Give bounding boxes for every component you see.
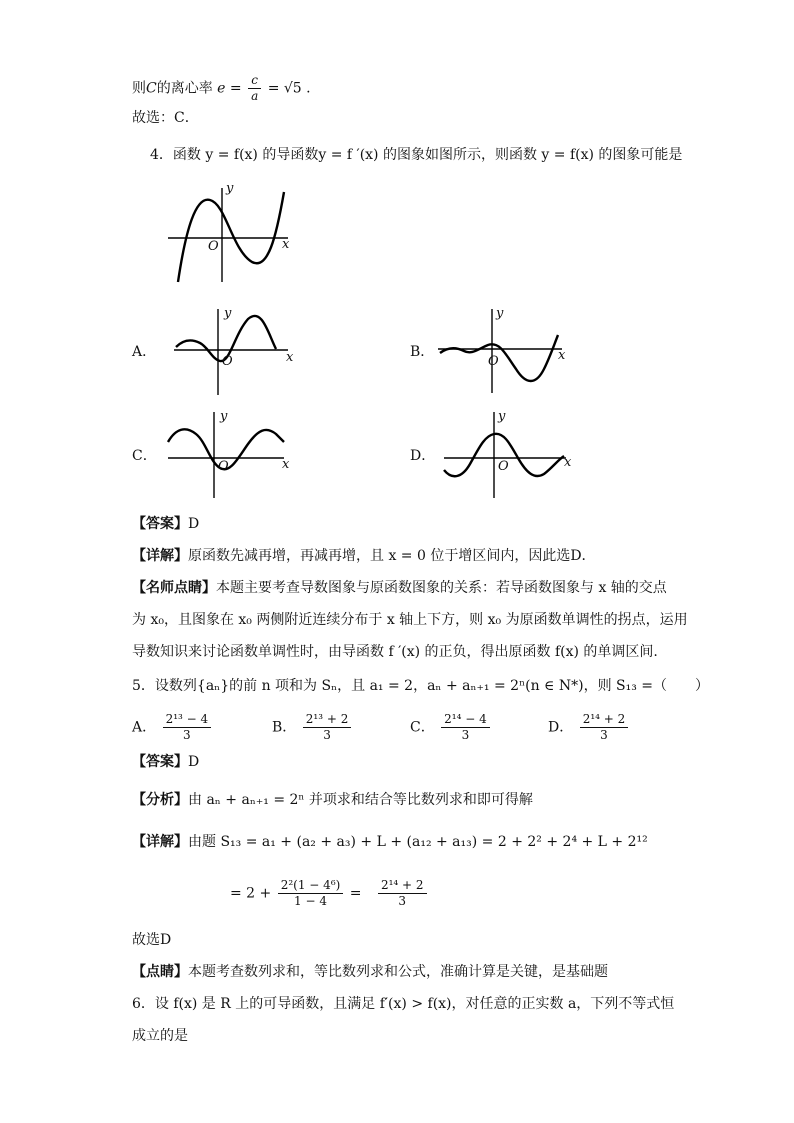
fraction-den: 3 (600, 728, 608, 742)
detail-tag: 【详解】 (132, 834, 188, 850)
answer-tag: 【答案】 (132, 516, 188, 532)
q4-answer (132, 514, 199, 534)
ecc-num: c (248, 73, 261, 89)
fraction-den: 3 (323, 728, 331, 742)
ecc-fraction (248, 73, 261, 104)
q5-answer (132, 752, 199, 772)
derivative-graph (160, 178, 300, 288)
derivative-curve (178, 192, 284, 282)
q5-detail (132, 832, 648, 852)
q4-tip-line-3: 导数知识来讨论函数单调性时，由导函数 f ′(x) 的正负，得出原函数 f(x) 的单调区间. (132, 644, 658, 660)
x-label: x (286, 350, 294, 365)
y-label: y (226, 181, 234, 196)
comment-text: 本题考查数列求和，等比数列求和公式，准确计算是关键，是基础题 (188, 964, 608, 980)
x-label: x (282, 457, 290, 472)
option-fraction (163, 712, 212, 743)
x-label: x (282, 237, 290, 252)
option-label: B． (272, 719, 297, 736)
tip-tag: 【名师点睛】 (132, 580, 216, 596)
option-label: C． (410, 719, 435, 736)
q4-detail (132, 546, 596, 566)
option-label: D． (548, 719, 574, 736)
q4-tip-line-2: 为 x₀，且图象在 x₀ 两侧附近连续分布于 x 轴上下方，则 x₀ 为原函数单调性的拐点，运用 (132, 612, 688, 628)
q4-option-a-label: A． (132, 344, 157, 360)
y-label: y (220, 409, 228, 424)
q4-option-c-graph[interactable] (162, 408, 298, 500)
ecc-rhs: = √5 . (267, 80, 311, 97)
option-label: A． (132, 719, 157, 736)
analysis-tag: 【分析】 (132, 792, 188, 808)
q5-option-a[interactable] (132, 712, 213, 743)
q4-option-b-label: B． (410, 344, 435, 360)
calc-num: 2²(1 − 4⁶) (278, 878, 344, 894)
x-label: x (564, 455, 572, 470)
ecc-text: 的离心率 (156, 80, 213, 97)
option-fraction (303, 712, 352, 743)
detail-tag: 【详解】 (132, 548, 188, 564)
q6-stem-line-2: 成立的是 (132, 1028, 188, 1044)
fraction-num: 2¹³ + 2 (303, 712, 352, 728)
q5-stem: 5．设数列{aₙ}的前 n 项和为 Sₙ，且 a₁ = 2，aₙ + aₙ₊₁ = 2ⁿ(n ∈ N*)，则 S₁₃ =（ ） (132, 678, 710, 694)
answer-value: D (188, 754, 200, 770)
q4-stem: 4．函数 y = f(x) 的导函数y = f ′(x) 的图象如图所示，则函数 y = f(x) 的图象可能是 (150, 147, 683, 163)
origin-label: O (208, 239, 219, 254)
q4-option-a-graph[interactable] (168, 305, 298, 397)
q4-option-d-graph[interactable] (440, 408, 576, 500)
comment-tag: 【点睛】 (132, 964, 188, 980)
fraction-num: 2¹⁴ + 2 (580, 712, 629, 728)
q4-option-d-label: D． (410, 448, 436, 464)
detail-text: 原函数先减再增，再减再增，且 x = 0 位于增区间内，因此选D． (188, 548, 596, 564)
origin-label: O (498, 459, 509, 474)
y-label: y (498, 409, 506, 424)
x-label: x (558, 348, 566, 363)
eccentricity-line (132, 73, 311, 104)
detail-text: 由题 S₁₃ = a₁ + (a₂ + a₃) + L + (a₁₂ + a₁₃) = 2 + 2² + 2⁴ + L + 2¹² (188, 834, 648, 850)
q5-option-d[interactable] (548, 712, 630, 743)
ecc-den: a (251, 89, 259, 103)
ecc-prefix: 则 (132, 80, 146, 97)
choice-line-prev: 故选：C． (132, 110, 199, 126)
ecc-lhs: e = (217, 80, 242, 97)
origin-label: O (218, 459, 229, 474)
fraction-num: 2¹⁴ − 4 (441, 712, 490, 728)
q5-calc (230, 878, 429, 909)
q4-option-b-graph[interactable] (432, 305, 572, 397)
origin-label: O (222, 354, 233, 369)
calc-den: 1 − 4 (294, 894, 327, 908)
calc-eq: = (349, 885, 362, 902)
option-fraction (580, 712, 629, 743)
answer-value: D (188, 516, 200, 532)
q6-stem-line-1: 6．设 f(x) 是 R 上的可导函数，且满足 f′(x) > f(x)，对任意的正实数 a，下列不等式恒 (132, 996, 675, 1012)
option-fraction (441, 712, 490, 743)
calc-res-den: 3 (398, 894, 407, 908)
fraction-num: 2¹³ − 4 (163, 712, 212, 728)
q5-choice: 故选D (132, 932, 172, 948)
analysis-text: 由 aₙ + aₙ₊₁ = 2ⁿ 并项求和结合等比数列求和即可得解 (188, 792, 533, 808)
q4-option-c-label: C． (132, 448, 157, 464)
q5-comment (132, 962, 608, 982)
answer-tag: 【答案】 (132, 754, 188, 770)
y-label: y (496, 306, 504, 321)
q5-option-b[interactable] (272, 712, 353, 743)
tip-text-1: 本题主要考查导数图象与原函数图象的关系：若导函数图象与 x 轴的交点 (216, 580, 667, 596)
option-b-curve (440, 335, 558, 381)
y-label: y (224, 306, 232, 321)
origin-label: O (488, 354, 499, 369)
calc-result (378, 878, 427, 909)
fraction-den: 3 (183, 728, 191, 742)
q5-analysis (132, 790, 533, 810)
ecc-C: C (146, 80, 157, 97)
calc-fraction (278, 878, 344, 909)
q4-tip-line-1 (132, 578, 667, 598)
calc-prefix: = 2 + (230, 885, 272, 902)
calc-res-num: 2¹⁴ + 2 (378, 878, 427, 894)
fraction-den: 3 (461, 728, 470, 742)
q5-option-c[interactable] (410, 712, 492, 743)
